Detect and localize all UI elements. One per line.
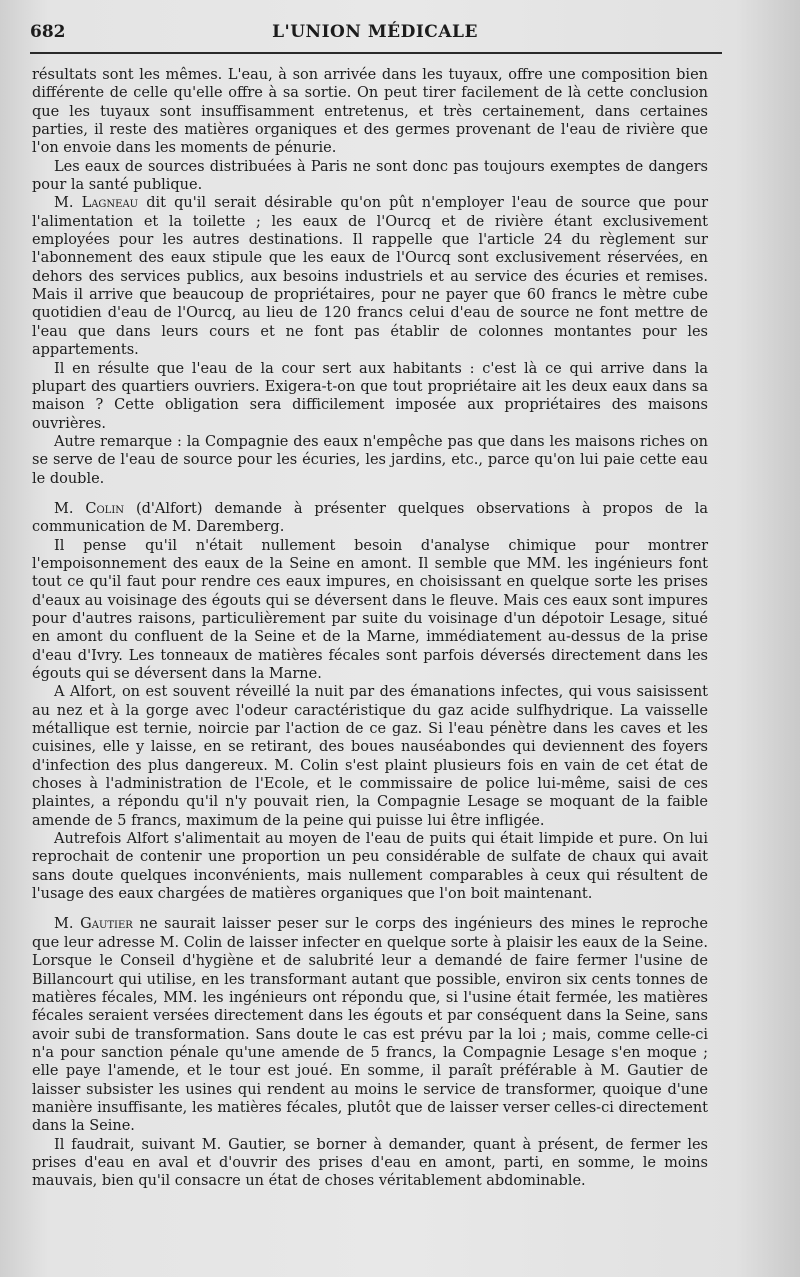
speaker-name: M. Lagneau [54, 195, 139, 212]
page-header [30, 18, 720, 48]
page-number: 682 [30, 22, 66, 42]
paragraph: résultats sont les mêmes. L'eau, à son arrivée dans les tuyaux, offre une composition bien différente de celle qu'elle offre à sa sortie. On peut tirer facilement de là cette conclusion que les tuyaux sont insuffisamment entretenus, et très certainement, dans certaines parties, il reste des matières organiques et des germes provenant de l'eau de rivière que l'on envoie dans les moments de pénurie. [32, 67, 708, 157]
paragraph: Les eaux de sources distribuées à Paris ne sont donc pas toujours exemptes de dangers pour la santé publique. [32, 158, 708, 194]
paragraph: Il pense qu'il n'était nullement besoin d'analyse chimique pour montrer l'empoisonnement des eaux de la Seine en amont. Il semble que MM. les ingénieurs font tout ce qu'il faut pour rendre ces eaux impures, en choisissant en quelque sorte les prises d'eaux au voisinage des égouts qui se déversent dans le fleuve. Mais ces eaux sont impures pour d'autres raisons, particulièrement par suite du voisinage d'un dépotoir Lesage, situé en amont du confluent de la Seine et de la Marne, immédiatement au-dessus de la prise d'eau d'Ivry. Les tonneaux de matières fécales sont parfois déversés directement dans les égouts qui se déversent dans la Marne. [32, 537, 708, 682]
speaker-name: M. Gautier [54, 916, 133, 933]
paragraph: M. Lagneau dit qu'il serait désirable qu'on pût n'employer l'eau de source que pour l'alimentation et la toilette ; les eaux de l'Ourcq et de rivière étant exclusivement employées pour les autres destinations. Il rappelle que l'article 24 du règlement sur l'abonnement des eaux stipule que les eaux de l'Ourcq sont exclusivement réservées, en dehors des services publics, aux besoins industriels et au service des écuries et remises. Mais il arrive que beaucoup de propriétaires, pour ne payer que 60 francs le mètre cube quotidien d'eau de l'Ourcq, au lieu de 120 francs celui d'eau de source ne font mettre de l'eau que dans leurs cours et ne font pas établir de colonnes montantes pour les appartements. [32, 195, 708, 359]
header-rule [30, 52, 722, 54]
paragraph: Il en résulte que l'eau de la cour sert aux habitants : c'est là ce qui arrive dans la plupart des quartiers ouvriers. Exigera-t-on que tout propriétaire ait les deux eaux dans sa maison ? Cette obligation sera difficilement imposée aux propriétaires des maisons ouvrières. [32, 360, 708, 432]
paragraph: A Alfort, on est souvent réveillé la nuit par des émanations infectes, qui vous saisissent au nez et à la gorge avec l'odeur caractéristique du gaz acide sulfhydrique. La vaisselle métallique est ternie, noircie par l'action de ce gaz. Si l'eau pénètre dans les caves et les cuisines, elle y laisse, en se retirant, des boues nauséabondes qui deviennent des foyers d'infection des plus dangereux. M. Colin s'est plaint plusieurs fois en vain de cet état de choses à l'administration de l'Ecole, et le commissaire de police lui-même, saisi de ces plaintes, a répondu qu'il n'y pouvait rien, la Compagnie Lesage se moquant de la faible amende de 5 francs, maximum de la peine qui puisse lui être infligée. [32, 684, 708, 829]
paragraph: Il faudrait, suivant M. Gautier, se borner à demander, quant à présent, de fermer les prises d'eau en aval et d'ouvrir des prises d'eau en amont, parti, en somme, le moins mauvais, bien qu'il consacre un état de choses véritablement abdominable. [32, 1136, 708, 1190]
running-title: L'UNION MÉDICALE [272, 22, 478, 42]
paragraph: M. Colin (d'Alfort) demande à présenter quelques observations à propos de la communication de M. Daremberg. [32, 500, 708, 536]
paragraph: M. Gautier ne saurait laisser peser sur le corps des ingénieurs des mines le reproche que leur adresse M. Colin de laisser infecter en quelque sorte à plaisir les eaux de la Seine. Lorsque le Conseil d'hygiène et de salubrité leur a demandé de faire fermer l'usine de Billancourt qui utilise, en les transformant autant que possible, environ six cents tonnes de matières fécales, MM. les ingénieurs ont répondu que, si l'usine était fermée, les matières fécales seraient versées directement dans les égouts et par conséquent dans la Seine, sans avoir subi de transformation. Sans doute le cas est prévu par la loi ; mais, comme celle-ci n'a pour sanction pénale qu'une amende de 5 francs, la Compagnie Lesage s'en moque ; elle paye l'amende, et le tour est joué. En somme, il paraît préférable à M. Gautier de laisser subsister les usines qui rendent au moins le service de transformer, quoique d'une manière insuffisante, les matières fécales, plutôt que de laisser verser celles-ci directement dans la Seine. [32, 916, 708, 1135]
paragraph: Autre remarque : la Compagnie des eaux n'empêche pas que dans les maisons riches on se serve de l'eau de source pour les écuries, les jardins, etc., parce qu'on lui paie cette eau le double. [32, 433, 708, 487]
paragraph: Autrefois Alfort s'alimentait au moyen de l'eau de puits qui était limpide et pure. On lui reprochait de contenir une proportion un peu considérable de sulfate de chaux qui avait sans doute quelques inconvénients, mais nullement comparables à ceux qui résultent de l'usage des eaux chargées de matières organiques que l'on boit maintenant. [32, 831, 708, 903]
speaker-name: M. Colin [54, 500, 125, 517]
body-text [32, 66, 708, 1191]
